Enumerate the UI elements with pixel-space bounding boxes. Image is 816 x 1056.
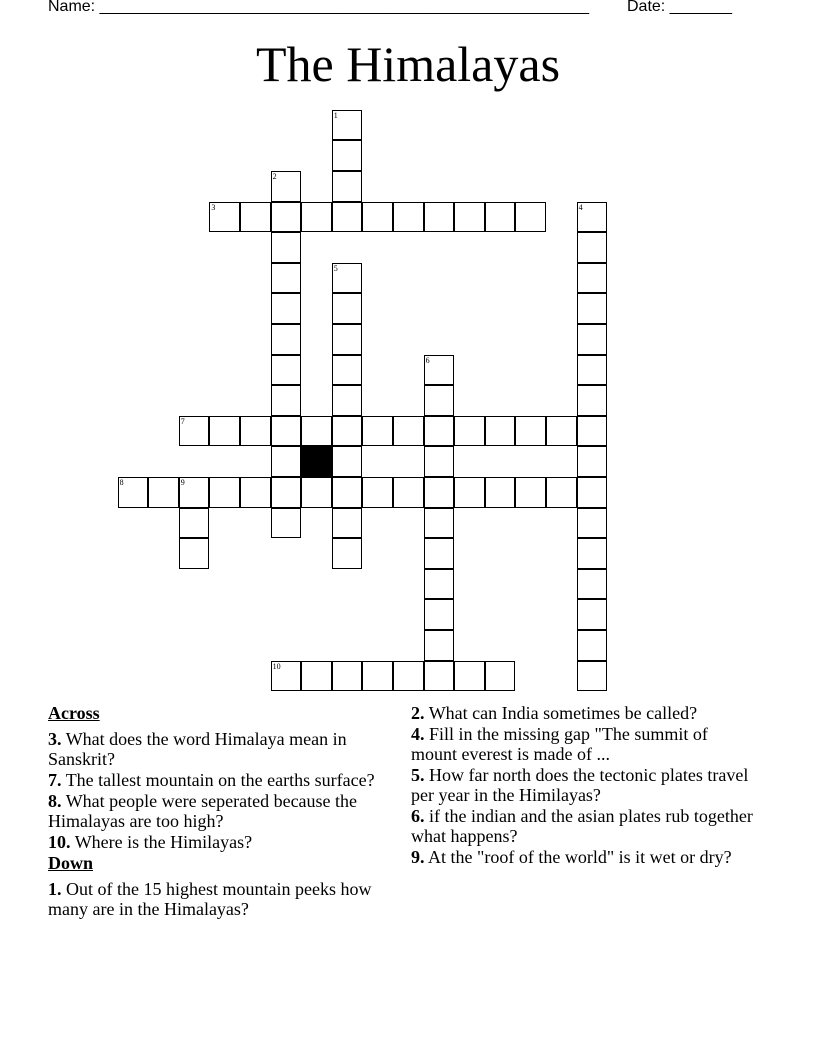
grid-cell[interactable] [424,508,455,539]
grid-cell[interactable] [240,477,271,508]
grid-cell[interactable] [577,202,608,233]
clue-text: Where is the Himilayas? [74,832,253,852]
grid-cell[interactable] [271,293,302,324]
clue-down-9 [411,847,756,867]
clue-text: The tallest mountain on the earths surface? [65,770,375,790]
cell-number: 8 [119,478,124,487]
grid-cell[interactable] [424,630,455,661]
grid-cell[interactable] [362,477,393,508]
grid-cell[interactable] [271,171,302,202]
clue-across-3 [48,729,388,769]
grid-cell[interactable] [332,477,363,508]
grid-cell[interactable] [454,477,485,508]
grid-cell[interactable] [240,416,271,447]
cell-number: 4 [578,202,583,212]
grid-cell[interactable] [424,385,455,416]
clue-number: 5. [411,765,425,785]
grid-cell[interactable] [179,416,210,447]
grid-cell[interactable] [454,202,485,233]
grid-cell[interactable] [577,446,608,477]
grid-cell[interactable] [271,355,302,386]
grid-cell[interactable] [424,569,455,600]
grid-cell[interactable] [271,508,302,539]
grid-cell[interactable] [362,416,393,447]
grid-cell[interactable] [393,477,424,508]
grid-cell[interactable] [393,416,424,447]
down-heading: Down [48,853,94,873]
grid-cell[interactable] [179,508,210,539]
grid-cell[interactable] [271,324,302,355]
grid-cell[interactable] [577,477,608,508]
grid-cell[interactable] [209,416,240,447]
clue-down-2 [411,703,756,723]
grid-cell[interactable] [577,569,608,600]
grid-cell[interactable] [301,477,332,508]
clue-number: 1. [48,879,62,899]
clue-text: if the indian and the asian plates rub together what happens? [411,806,753,846]
grid-cell[interactable] [332,171,363,202]
clues-left-column [48,703,388,920]
clue-number: 8. [48,791,62,811]
grid-cell[interactable] [577,538,608,569]
grid-cell[interactable] [515,202,546,233]
clue-number: 10. [48,832,71,852]
grid-cell[interactable] [271,232,302,263]
grid-cell[interactable] [577,385,608,416]
grid-cell[interactable] [179,538,210,569]
clue-text: What does the word Himalaya mean in Sanskrit? [48,729,347,769]
grid-cell[interactable] [454,661,485,692]
grid-cell[interactable] [332,140,363,171]
cell-number: 7 [180,416,185,426]
grid-cell[interactable] [148,477,179,508]
page-title: The Himalayas [255,36,561,92]
grid-cell[interactable] [332,324,363,355]
grid-cell[interactable] [546,477,577,508]
grid-cell[interactable] [424,477,455,508]
cell-number: 10 [272,661,281,671]
grid-cell[interactable] [577,599,608,630]
grid-cell[interactable] [577,263,608,294]
clue-text: At the "roof of the world" is it wet or dry? [428,847,732,867]
grid-cell[interactable] [424,599,455,630]
grid-cell[interactable] [424,355,455,386]
grid-cell[interactable] [546,416,577,447]
grid-cell[interactable] [332,416,363,447]
grid-cell[interactable] [485,202,516,233]
grid-cell[interactable] [240,202,271,233]
grid-cell[interactable] [454,416,485,447]
clue-number: 9. [411,847,425,867]
grid-cell[interactable] [362,202,393,233]
grid-cell[interactable] [332,355,363,386]
clue-number: 4. [411,724,425,744]
grid-cell[interactable] [301,202,332,233]
grid-cell[interactable] [179,477,210,508]
grid-cell[interactable] [332,263,363,294]
clue-text: Fill in the missing gap "The summit of mount everest is made of ... [411,724,708,764]
grid-cell[interactable] [332,538,363,569]
grid-cell[interactable] [393,661,424,692]
grid-cell[interactable] [577,630,608,661]
grid-cell[interactable] [515,477,546,508]
clue-down-5 [411,765,756,805]
grid-cell[interactable] [485,477,516,508]
grid-cell[interactable] [577,355,608,386]
grid-cell[interactable] [271,263,302,294]
clue-number: 3. [48,729,62,749]
grid-cell[interactable] [271,477,302,508]
across-heading: Across [48,703,100,723]
grid-cell[interactable] [515,416,546,447]
clue-across-8 [48,791,388,831]
grid-cell[interactable] [271,202,302,233]
grid-cell[interactable] [209,202,240,233]
grid-cell[interactable] [332,385,363,416]
clue-number: 2. [411,703,425,723]
grid-cell[interactable] [577,293,608,324]
grid-cell[interactable] [271,385,302,416]
cell-number: 3 [211,202,216,212]
grid-cell[interactable] [577,416,608,447]
clue-text: What people were seperated because the Himalayas are too high? [48,791,358,831]
grid-cell[interactable] [118,477,149,508]
grid-cell[interactable] [301,416,332,447]
grid-cell[interactable] [209,477,240,508]
cell-number: 1 [333,110,338,120]
grid-cell[interactable] [424,416,455,447]
grid-cell[interactable] [485,661,516,692]
grid-block [301,446,332,477]
clue-across-10 [48,832,388,852]
grid-cell[interactable] [485,416,516,447]
grid-cell[interactable] [424,446,455,477]
date-field[interactable]: Date: _______ [627,0,732,15]
grid-cell[interactable] [577,508,608,539]
cell-number: 9 [180,478,185,487]
clue-down-1 [48,879,388,919]
clue-number: 6. [411,806,425,826]
cell-number: 2 [272,172,277,181]
grid-cell[interactable] [424,538,455,569]
grid-cell[interactable] [424,202,455,233]
grid-cell[interactable] [332,446,363,477]
grid-cell[interactable] [301,661,332,692]
grid-cell[interactable] [332,110,363,141]
grid-cell[interactable] [577,232,608,263]
grid-cell[interactable] [332,293,363,324]
cell-number: 5 [333,263,338,273]
clue-text: What can India sometimes be called? [428,703,698,723]
grid-cell[interactable] [362,661,393,692]
grid-cell[interactable] [577,661,608,692]
grid-cell[interactable] [393,202,424,233]
grid-cell[interactable] [332,661,363,692]
clue-number: 7. [48,770,62,790]
clue-down-6 [411,806,756,846]
grid-cell[interactable] [271,661,302,692]
name-field[interactable]: Name: _______________________________________________________ [48,0,589,15]
clue-down-4 [411,724,756,764]
clue-text: Out of the 15 highest mountain peeks how many are in the Himalayas? [48,879,372,919]
clue-across-7 [48,770,388,790]
grid-cell[interactable] [271,446,302,477]
clue-text: How far north does the tectonic plates travel per year in the Himilayas? [411,765,749,805]
grid-cell[interactable] [577,324,608,355]
grid-cell[interactable] [332,508,363,539]
grid-cell[interactable] [271,416,302,447]
grid-cell[interactable] [424,661,455,692]
cell-number: 6 [425,355,430,365]
grid-cell[interactable] [332,202,363,233]
clues-right-column [411,703,756,868]
